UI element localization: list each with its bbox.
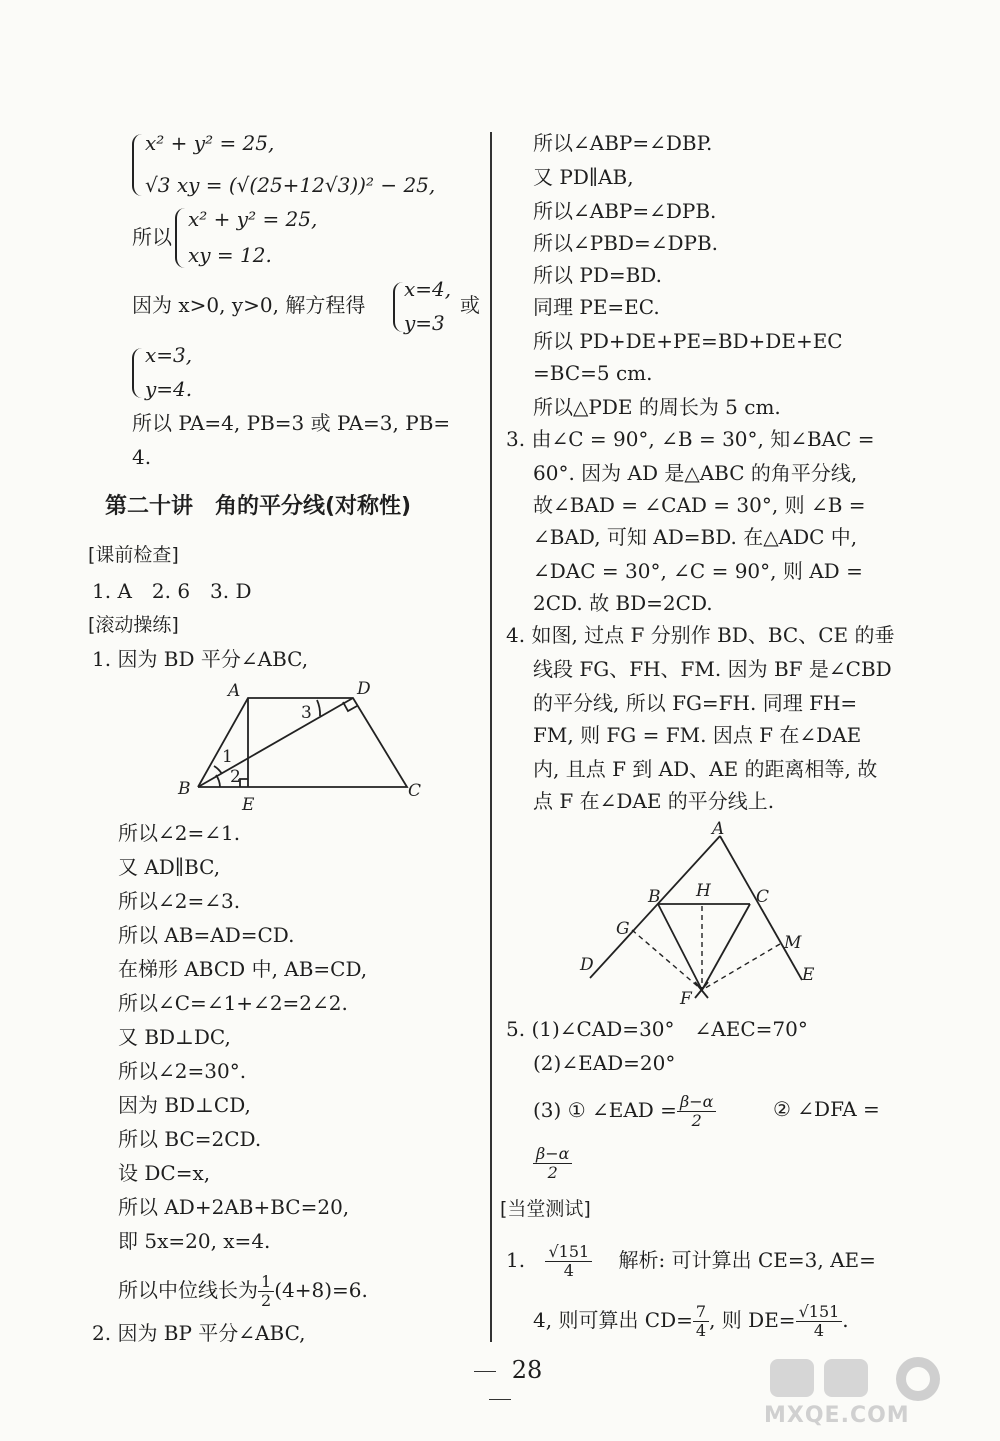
midline-line [118, 1268, 368, 1312]
text-fragment: (4+8)=6. [274, 1278, 368, 1302]
text-line: =BC=5 cm. [533, 361, 653, 385]
fraction-denominator: 4 [563, 1261, 574, 1280]
text-fragment: 解析: 可计算出 CE=3, AE= [618, 1248, 876, 1272]
figure-label: M [784, 933, 802, 953]
fraction [677, 1093, 716, 1130]
fraction-numerator: √151 [796, 1303, 843, 1322]
page-number-value: 28 [511, 1356, 543, 1384]
fraction-denominator: 2 [261, 1291, 272, 1310]
fraction-denominator: 2 [547, 1163, 558, 1182]
text-line: 或 [460, 293, 480, 317]
fraction-numerator: β−α [677, 1093, 716, 1112]
brace [132, 134, 144, 196]
text-line: 2CD. 故 BD=2CD. [533, 591, 713, 615]
figure-label: 3 [301, 703, 312, 723]
trapezoid-figure [170, 672, 430, 812]
q5-part3 [533, 1088, 716, 1132]
page-number [440, 1356, 560, 1412]
text-line: 所以 PA=4, PB=3 或 PA=3, PB= [132, 411, 451, 435]
question-line: 1. 因为 BD 平分∠ABC, [92, 647, 309, 671]
figure-label: F [680, 989, 692, 1009]
equation: x² + y² = 25, [188, 207, 318, 231]
watermark-logo [748, 1353, 988, 1433]
text-line: 所以 PD+DE+PE=BD+DE+EC [533, 329, 843, 353]
fraction-denominator: 2 [691, 1111, 702, 1130]
text-line: 60°. 因为 AD 是△ABC 的角平分线, [533, 461, 858, 485]
fraction-numerator: β−α [533, 1145, 572, 1164]
equation: x=3, [145, 343, 193, 367]
section-tag: [课前检查] [88, 544, 179, 566]
equation: x=4, [404, 277, 452, 301]
dash [474, 1371, 496, 1372]
figure-label: H [696, 881, 711, 901]
text-line: 因为 BD⊥CD, [118, 1093, 251, 1117]
text-line: ∠DAC = 30°, ∠C = 90°, 则 AD = [533, 559, 863, 583]
text-fragment: 4, 则可算出 CD= [533, 1308, 693, 1332]
text-line: 5. (1)∠CAD=30° ∠AEC=70° [506, 1017, 808, 1041]
figure-label: D [580, 955, 594, 975]
section-tag: [滚动操练] [88, 614, 179, 636]
figure-label: E [242, 795, 255, 812]
brace [132, 348, 144, 398]
text-line: 同理 PE=EC. [533, 295, 660, 319]
figure-label: B [648, 887, 661, 907]
text-line: 所以△PDE 的周长为 5 cm. [533, 395, 781, 419]
text-line: 内, 且点 F 到 AD、AE 的距离相等, 故 [533, 757, 878, 781]
column-divider [490, 132, 492, 1342]
text-line: ∠BAD, 可知 AD=BD. 在△ADC 中, [533, 525, 858, 549]
fraction [693, 1303, 709, 1340]
equation: y=4. [145, 377, 193, 401]
text-line: 点 F 在∠DAE 的平分线上. [533, 789, 775, 813]
section-title: 第二十讲 角的平分线(对称性) [105, 494, 412, 519]
figure-label: A [228, 681, 241, 701]
q5-part3-cont [533, 1140, 572, 1184]
figure-label: 1 [222, 747, 233, 767]
equation: x² + y² = 25, [145, 131, 275, 155]
fraction-denominator: 4 [695, 1321, 707, 1340]
text-line: 所以∠2=∠3. [118, 889, 241, 913]
brace [175, 208, 187, 268]
text-line: 又 AD∥BC, [118, 855, 221, 879]
text-line: 所以 PD=BD. [533, 263, 662, 287]
figure-label: E [802, 965, 815, 985]
text-line: 所以 [132, 225, 172, 249]
equation: y=3 [404, 311, 445, 335]
text-line: 所以 BC=2CD. [118, 1127, 262, 1151]
figure-label: B [178, 779, 191, 799]
text-line: 设 DC=x, [118, 1161, 211, 1185]
text-line: 4. [132, 445, 152, 469]
section-tag: [当堂测试] [500, 1198, 591, 1220]
text-fragment: 1. [506, 1248, 526, 1272]
fraction [796, 1303, 843, 1340]
figure-label: C [756, 887, 770, 907]
text-fragment: , 则 DE= [709, 1308, 796, 1332]
dash [489, 1399, 511, 1400]
figure-label: A [712, 819, 725, 839]
figure-label: G [616, 919, 630, 939]
fraction [545, 1243, 592, 1280]
question-line: 2. 因为 BP 平分∠ABC, [92, 1321, 306, 1345]
equation: xy = 12. [188, 243, 272, 267]
text-line: 又 BD⊥DC, [118, 1025, 231, 1049]
text-line: 所以∠PBD=∠DPB. [533, 231, 719, 255]
text-line: 所以∠2=∠1. [118, 821, 241, 845]
text-line: 3. 由∠C = 90°, ∠B = 30°, 知∠BAC = [506, 427, 875, 451]
fraction [533, 1145, 572, 1182]
text-line: ② ∠DFA = [773, 1097, 880, 1121]
text-line: 又 PD∥AB, [533, 165, 634, 189]
text-line: 所以 AD+2AB+BC=20, [118, 1195, 350, 1219]
text-line: (2)∠EAD=20° [533, 1051, 676, 1075]
angle-bisector-figure [570, 818, 830, 1018]
text-fragment: . [842, 1308, 849, 1332]
text-line: 所以 AB=AD=CD. [118, 923, 295, 947]
equation: √3 xy = (√(25+12√3))² − 25, [145, 173, 436, 197]
fraction-numerator: 1 [258, 1273, 274, 1292]
fraction-numerator: 7 [693, 1303, 709, 1322]
text-fragment: 所以中位线长为 [118, 1278, 258, 1302]
text-line: 所以∠C=∠1+∠2=2∠2. [118, 991, 348, 1015]
text-line: 4. 如图, 过点 F 分别作 BD、BC、CE 的垂 [506, 623, 895, 647]
figure-label: 2 [230, 767, 241, 787]
fraction [258, 1273, 274, 1310]
text-line: 因为 x>0, y>0, 解方程得 [132, 293, 366, 317]
text-line: 所以∠ABP=∠DPB. [533, 199, 717, 223]
figure-label: C [408, 781, 422, 801]
figure-label: D [357, 679, 371, 699]
text-fragment: (3) ① ∠EAD = [533, 1098, 677, 1122]
fraction-denominator: 4 [813, 1321, 825, 1340]
text-line: 所以∠ABP=∠DBP. [533, 131, 713, 155]
watermark-text: MXQE.COM [764, 1403, 910, 1428]
text-line: FM, 则 FG = FM. 因点 F 在∠DAE [533, 723, 862, 747]
text-line: 线段 FG、FH、FM. 因为 BF 是∠CBD [533, 657, 892, 681]
text-line: 所以∠2=30°. [118, 1059, 247, 1083]
text-line: 即 5x=20, x=4. [118, 1229, 271, 1253]
t1-line [506, 1236, 876, 1284]
text-line: 的平分线, 所以 FG=FH. 同理 FH= [533, 691, 858, 715]
fraction-numerator: √151 [545, 1243, 592, 1262]
text-line: 故∠BAD = ∠CAD = 30°, 则 ∠B = [533, 493, 866, 517]
answer-line: 1. A 2. 6 3. D [92, 579, 252, 603]
text-line: 在梯形 ABCD 中, AB=CD, [118, 957, 368, 981]
t1-line-2 [533, 1296, 849, 1344]
